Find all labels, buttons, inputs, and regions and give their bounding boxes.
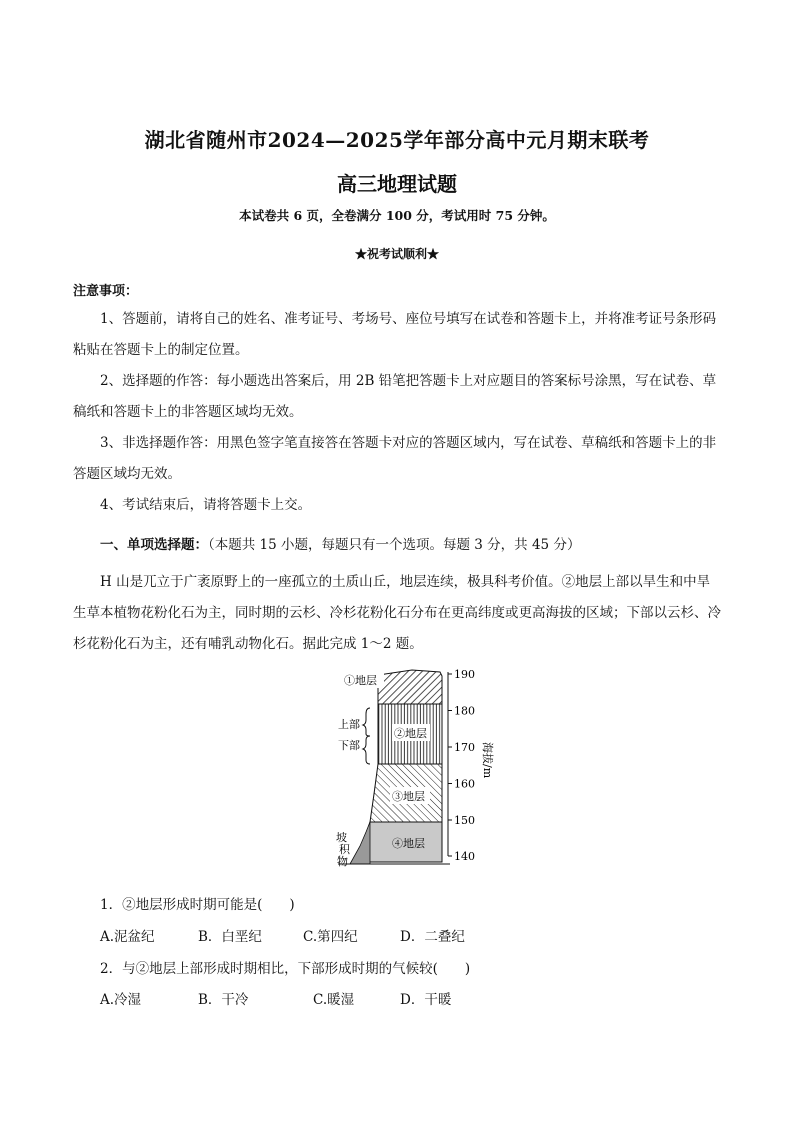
layer4-label: ④地层 xyxy=(392,837,425,850)
tick-label: 150 xyxy=(454,814,475,827)
layer2-label: ②地层 xyxy=(394,727,427,740)
notes-heading: 注意事项： xyxy=(73,284,139,299)
exam-info: 本试卷共 6 页，全卷满分 100 分，考试用时 75 分钟。 xyxy=(239,208,555,223)
layer1-label: ①地层 xyxy=(344,674,377,687)
question-2-option[interactable]: C.暖湿 xyxy=(313,992,355,1008)
upper-label: 上部 xyxy=(338,718,360,731)
question-2-option[interactable]: A.冷湿 xyxy=(100,992,142,1008)
question-2-stem: 2．与②地层上部形成时期相比，下部形成时期的气候较( ) xyxy=(100,961,471,977)
upper-brace xyxy=(363,708,370,736)
question-1-stem: 1．②地层形成时期可能是( ) xyxy=(100,897,295,913)
note-item: 4、考试结束后，请将答题卡上交。 xyxy=(100,497,312,513)
section-desc: （本题共 15 小题，每题只有一个选项。每题 3 分，共 45 分） xyxy=(208,537,581,553)
tick-label: 190 xyxy=(454,668,475,681)
question-2-option[interactable]: D．干暖 xyxy=(400,992,452,1008)
question-1-option[interactable]: B．白垩纪 xyxy=(198,929,262,945)
note-item: 2、选择题的作答：每小题选出答案后，用 2B 铅笔把答题卡上对应题目的答案标号涂黑，写在试卷、草稿纸和答题卡上的非答题区域均无效。 xyxy=(73,373,717,420)
lower-brace xyxy=(363,736,370,764)
question-1-option[interactable]: A.泥盆纪 xyxy=(100,929,155,945)
axis-label: 海拔/m xyxy=(481,742,494,779)
tick-label: 180 xyxy=(454,704,475,718)
section-label: 一、单项选择题： xyxy=(100,537,208,553)
exam-title: 湖北省随州市2024—2025学年部分高中元月期末联考 xyxy=(144,128,650,152)
exam-blessing: ★祝考试顺利★ xyxy=(354,247,439,261)
tick-label: 160 xyxy=(454,777,475,791)
note-item: 1、答题前，请将自己的姓名、准考证号、考场号、座位号填写在试卷和答题卡上，并将准考证号条形码粘贴在答题卡上的制定位置。 xyxy=(73,311,717,358)
colluvium-label: 积 xyxy=(339,843,350,856)
axis-ticks xyxy=(448,674,452,856)
tick-label: 140 xyxy=(454,850,475,863)
strata-figure xyxy=(330,664,540,874)
layer3-label: ③地层 xyxy=(392,790,425,803)
question-1-option[interactable]: D．二叠纪 xyxy=(400,929,465,945)
colluvium-label: 物 xyxy=(337,855,348,868)
colluvium-slope xyxy=(350,822,370,864)
colluvium-label: 坡 xyxy=(336,831,347,844)
exam-subtitle: 高三地理试题 xyxy=(337,172,457,196)
notes-list xyxy=(73,304,723,521)
question-2-option[interactable]: B．干冷 xyxy=(198,992,249,1008)
tick-label: 170 xyxy=(454,741,475,754)
question-intro: H 山是兀立于广袤原野上的一座孤立的土质山丘，地层连续，极具科考价值。②地层上部以旱生和中旱生草本植物花粉化石为主，同时期的云杉、冷杉花粉化石分布在更高纬度或更高海拔的区域；下部以云杉、冷杉花粉化石为主，还有哺乳动物化石。据此完成 1～2 题。 xyxy=(73,574,721,652)
question-1-option[interactable]: C.第四纪 xyxy=(303,929,358,945)
section-heading xyxy=(100,533,580,553)
lower-label: 下部 xyxy=(338,739,360,752)
note-item: 3、非选择题作答：用黑色签字笔直接答在答题卡对应的答题区域内，写在试卷、草稿纸和答题卡上的非答题区域均无效。 xyxy=(73,435,717,482)
